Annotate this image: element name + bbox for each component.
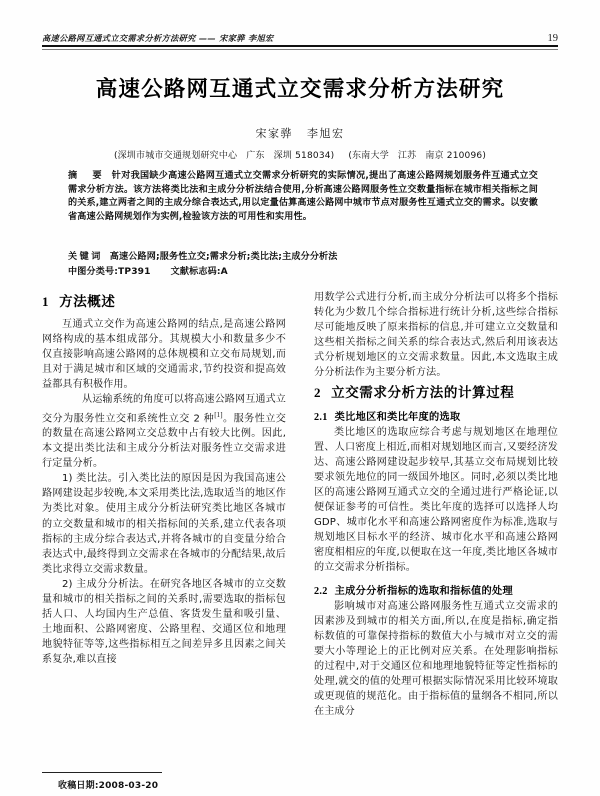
section-1-item-1: 1) 类比法。引入类比法的原因是因为我国高速公路网建设起步较晚,本文采用类比法,选取适当的地区作为类比对象。使用主成分分析法研究类比地区各城市的立交数量和城市的相关指标间的关系,建立代表各项指标的主成分综合表达式,并将各城市的自变量分给合表达式中,最终得到立交需求在各城市的分配结果,故后类比求得立交需求数量。 xyxy=(42,473,286,575)
author-name-1: 宋家骅 xyxy=(255,127,293,140)
column-left xyxy=(42,290,286,758)
page-title: 高速公路网互通式立交需求分析方法研究 xyxy=(95,77,505,102)
metadata-block xyxy=(68,250,538,279)
affiliation-1-city: 深圳 518034) xyxy=(273,151,335,161)
affiliation-2-city: 南京 210096) xyxy=(425,151,487,161)
header-divider xyxy=(42,45,558,47)
received-date-value: 2008-03-20 xyxy=(98,781,159,791)
footnote-divider xyxy=(42,772,162,773)
keywords-text: 高速公路网;服务性立交;需求分析;类比法;主成分分析法 xyxy=(109,252,338,262)
received-date: 收稿日期:2008-03-20 xyxy=(58,781,159,791)
section-1-paragraph-1: 互通式立交作为高速公路网的结点,是高速公路网网络构成的基本组成部分。其规模大小和数量多少不仅直接影响高速公路网的总体规模和立交布局规划,而且对于满足城市和区域的交通需求,节约投资和提高效益都具有积极作用。 xyxy=(42,319,286,391)
subsection-2-1-title: 类比地区和类比年度的选取 xyxy=(334,411,461,423)
section-heading-2 xyxy=(314,381,558,401)
section-1-paragraph-2b: 。服务性立交的数量在高速公路网立交总数中占有较大比例。因此,本文提出类比法和主成分分析法对服务性立交需求进行定量分析。 xyxy=(42,412,287,470)
affiliation-1-name: (深圳市城市交通规划研究中心 xyxy=(113,151,238,161)
affiliation-2-province: 江苏 xyxy=(397,151,417,161)
subsection-heading-2-1 xyxy=(314,408,558,423)
clc-label: 中图分类号 xyxy=(68,266,115,277)
running-head xyxy=(42,28,558,44)
affiliation-1-province: 广东 xyxy=(246,151,265,161)
section-1-item-2: 2) 主成分分析法。在研究各地区各城市的立交数量和城市的相关指标之间的关系时,需要选取的指标包括人口、人均国内生产总值、客货发生量和吸引量、土地面积、公路网密度、公路里程、交通区位和地理地貌特征等等,这些指标相互之间差异多且因素之间关系复杂,难以直接 xyxy=(42,578,286,666)
classification-row: 中图分类号:TP391 文献标志码:A xyxy=(68,266,228,277)
subsection-2-2-title: 主成分分析指标的选取和指标值的处理 xyxy=(334,585,513,597)
running-head-title: 高速公路网互通式立交需求分析方法研究 —— 宋家骅 李旭宏 xyxy=(42,33,274,43)
keywords-label: 关键词 xyxy=(68,252,103,262)
section-1-title: 方法概述 xyxy=(59,294,116,310)
clc-value: TP391 xyxy=(118,266,151,277)
subsection-2-2-paragraph: 影响城市对高速公路网服务性互通式立交需求的因素涉及到城市的相关方面,所以,在度是指标,确定指标数值的可靠保持指标的数值大小与城市对立交的需要大小等理论上的正比例对应关系。在处理影响指标的过程中,对于交通区位和地理地貌特征等定性指标的处理,就交的值的处理可根据实际情况采用比较环境取或更现值的规范化。由于指标值的量纲各不相同,所以在主成分 xyxy=(314,600,558,718)
citation-ref-1: [1] xyxy=(214,410,223,419)
section-1-paragraph-2 xyxy=(42,392,286,471)
section-2-number: 2 xyxy=(314,384,322,400)
section-1-number: 1 xyxy=(42,294,50,309)
doc-code-value: A xyxy=(220,266,228,277)
header-divider-secondary xyxy=(42,49,558,50)
section-heading-1 xyxy=(42,290,286,310)
section-1-paragraph-2a: 从运输系统的角度可以将高速公路网互通式立交分为服务性立交和系统性立交 2 种 xyxy=(42,394,286,424)
affiliation-2-name: (东南大学 xyxy=(348,151,389,161)
section-1-continuation: 用数学公式进行分析,而主成分分析法可以将多个指标转化为少数几个综合指标进行统计分析,这些综合指标尽可能地反映了原来指标的信息,并可建立立交数量和这些相关指标之间关系的综合表达式,然后利用该表达式分析规划地区的立交需求数量。因此,本文选取主成分分析法作为主要分析方法。 xyxy=(314,292,558,379)
abstract-label: 摘 要 xyxy=(68,171,108,181)
author-list xyxy=(0,125,600,141)
abstract-text: 针对我国缺少高速公路网互通式立交需求分析研究的实际情况,提出了高速公路网规划服务件互通式立交需求分析方法。该方法将类比法和主成分分析法结合使用,分析高速公路网服务性立交数量指标在城市相关指标之间的关系,建立两者之间的主成分综合表达式,用以定量估算高速公路网中城市节点对服务性互通式立交的需求。以安徽省高速公路网规划作为实例,检验该方法的可用性和实用性。 xyxy=(68,171,538,222)
keywords-row xyxy=(68,250,538,265)
author-name-2: 李旭宏 xyxy=(307,127,345,140)
column-right xyxy=(314,290,558,758)
doc-label: 文献标志码 xyxy=(170,266,217,277)
body-columns xyxy=(42,290,558,758)
page-number: 19 xyxy=(547,33,558,44)
section-2-title: 立交需求分析方法的计算过程 xyxy=(331,384,515,401)
abstract-block xyxy=(68,170,538,224)
subsection-heading-2-2 xyxy=(314,582,558,597)
subsection-2-2-number: 2.2 xyxy=(314,585,328,597)
subsection-2-1-number: 2.1 xyxy=(314,411,328,423)
received-date-label: 收稿日期 xyxy=(58,781,95,791)
affiliation-line xyxy=(0,148,600,161)
subsection-2-1-paragraph: 类比地区的选取应综合考虑与规划地区在地理位置、人口密度上相近,而相对规划地区而言,又要经济发达、高速公路网建设起步较早,其基立交布局规划比较要求领先地位的同一级国外地区。同时,必须以类比地区的高速公路网互通式立交的全通过进行严格论证,以便保证参考的可信性。类比年度的选择可以选择人均 GDP、城市化水平和高速公路网密度作为标准,选取与规划地区目标水平的经济、城市化水平和高速公路网密度相相应的年度,以便取在这一年度,类比地区各城市的立交需求分析指标。 xyxy=(314,426,558,574)
